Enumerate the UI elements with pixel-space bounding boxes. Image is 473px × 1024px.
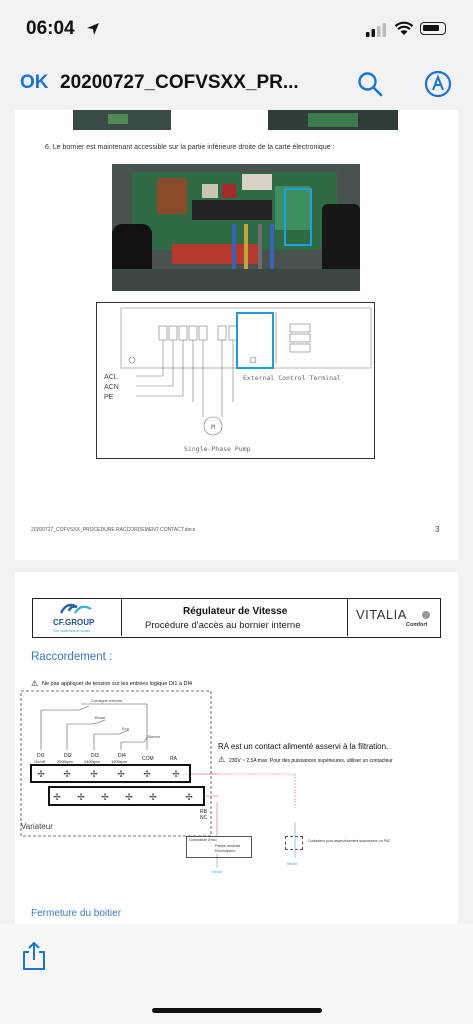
- terminal-di3-desc: 2400rpm: [84, 759, 100, 764]
- svg-text:✢: ✢: [90, 770, 98, 780]
- contactor-text: Contacteur pour asservissement surpresseur ou PAC: [308, 839, 391, 843]
- terminal-com-label: COM: [142, 756, 154, 762]
- consigne-label: Consigne externe: [91, 698, 123, 703]
- svg-text:✢: ✢: [63, 770, 71, 780]
- terminal-di3-label: DI3: [91, 753, 99, 759]
- fermeture-heading: Fermeture du boitier: [31, 908, 122, 919]
- wifi-icon: [394, 21, 414, 36]
- cellular-signal-icon: [366, 23, 386, 37]
- contactor-box: [285, 836, 303, 850]
- neutre-label-2: Neutre: [287, 862, 298, 866]
- markup-icon[interactable]: [424, 70, 452, 98]
- box-line-2: Pompe doseuse: [215, 844, 241, 848]
- eco-label: Eco: [122, 726, 129, 731]
- header-subtitle: Procédure d'accès au bornier interne: [145, 620, 301, 631]
- warning-text: Ne pas appliquer de tension sur les entrées logique DI1 à DI4: [42, 681, 193, 687]
- acl-label: ACL: [104, 374, 118, 381]
- svg-text:✢: ✢: [143, 770, 151, 780]
- cf-group-logo: [33, 599, 122, 636]
- svg-text:✢: ✢: [117, 770, 125, 780]
- search-icon[interactable]: [356, 70, 384, 98]
- logo-tagline: Get adapted at water: [53, 628, 91, 633]
- terminal-di4-label: DI4: [118, 753, 126, 759]
- header-title: Régulateur de Vitesse: [183, 606, 288, 617]
- status-bar: [0, 0, 473, 60]
- document-page-4[interactable]: [15, 572, 458, 924]
- rb-label: RB: [200, 809, 207, 815]
- motor-label: M: [211, 424, 215, 431]
- brand-name: VITALIA: [356, 607, 407, 622]
- step-6-text: 6. Le bornier est maintenant accessible sur la partie inférieure droite de la carte électronique :: [45, 144, 335, 151]
- document-header-table: [32, 598, 441, 638]
- wave-logo-icon: [57, 601, 97, 617]
- svg-text:✢: ✢: [101, 793, 109, 803]
- battery-icon: [420, 22, 446, 35]
- svg-text:✢: ✢: [125, 793, 133, 803]
- single-phase-pump-label: Single-Phase Pump: [184, 445, 251, 453]
- vitalia-logo: [347, 599, 440, 636]
- silence-label: Silence: [147, 734, 161, 739]
- brand-sub: Comfort: [406, 622, 428, 628]
- variateur-label: Variateur: [21, 822, 53, 831]
- terminal-ra-label: RA: [170, 756, 177, 762]
- status-time: 06:04: [26, 18, 75, 39]
- ra-warning-text: 230V ~ 2,5A max. Pour des puissances supérieures, utiliser un contacteur: [229, 758, 393, 764]
- svg-text:✢: ✢: [37, 770, 45, 780]
- output-device-box: [186, 836, 252, 858]
- ra-warning-icon: ⚠: [218, 755, 226, 764]
- nc-label: NC: [200, 815, 208, 821]
- document-page-3[interactable]: [15, 110, 458, 560]
- svg-text:✢: ✢: [185, 793, 193, 803]
- svg-text:✢: ✢: [53, 793, 61, 803]
- logo-name: CF.GROUP: [53, 618, 95, 627]
- circuit-board-photo: [112, 164, 360, 291]
- terminal-di2-label: DI2: [64, 753, 72, 759]
- brand-dot-icon: [422, 611, 430, 619]
- terminal-di1-label: DI1: [37, 753, 45, 759]
- location-icon: [86, 22, 100, 36]
- warning-icon: ⚠: [31, 679, 39, 688]
- terminal-di1-desc: On/off: [34, 759, 45, 764]
- ok-button[interactable]: OK: [20, 72, 49, 93]
- ra-description: RA est un contact alimenté asservi à la filtration.: [218, 742, 389, 751]
- document-title: 20200727_COFVSXX_PR...: [60, 72, 299, 93]
- top-photo-left: [73, 110, 171, 130]
- box-line-1: Commande d'eau: [189, 838, 217, 842]
- svg-text:✢: ✢: [149, 793, 157, 803]
- boost-label: Boost: [95, 715, 106, 720]
- page-number: 3: [435, 525, 440, 534]
- box-line-3: Electrolyseur: [215, 849, 236, 853]
- pe-label: PE: [104, 394, 114, 401]
- share-icon[interactable]: [20, 940, 48, 972]
- wiring-schematic: [96, 302, 376, 460]
- external-control-terminal-label: External Control Terminal: [243, 374, 341, 382]
- home-indicator: [152, 1008, 322, 1013]
- terminal-di2-desc: 2900rpm: [57, 759, 73, 764]
- neutre-label-1: Neutre: [212, 870, 223, 874]
- svg-text:✢: ✢: [77, 793, 85, 803]
- terminal-di4-desc: 1200rpm: [111, 759, 127, 764]
- top-photo-right: [268, 110, 398, 130]
- raccordement-heading: Raccordement :: [31, 651, 113, 663]
- acn-label: ACN: [104, 384, 119, 391]
- page-footer-filename: 20200727_COFVSXX_PROCEDURE RACCORDEMENT CONTACT.docx: [31, 527, 196, 533]
- svg-text:✢: ✢: [172, 770, 180, 780]
